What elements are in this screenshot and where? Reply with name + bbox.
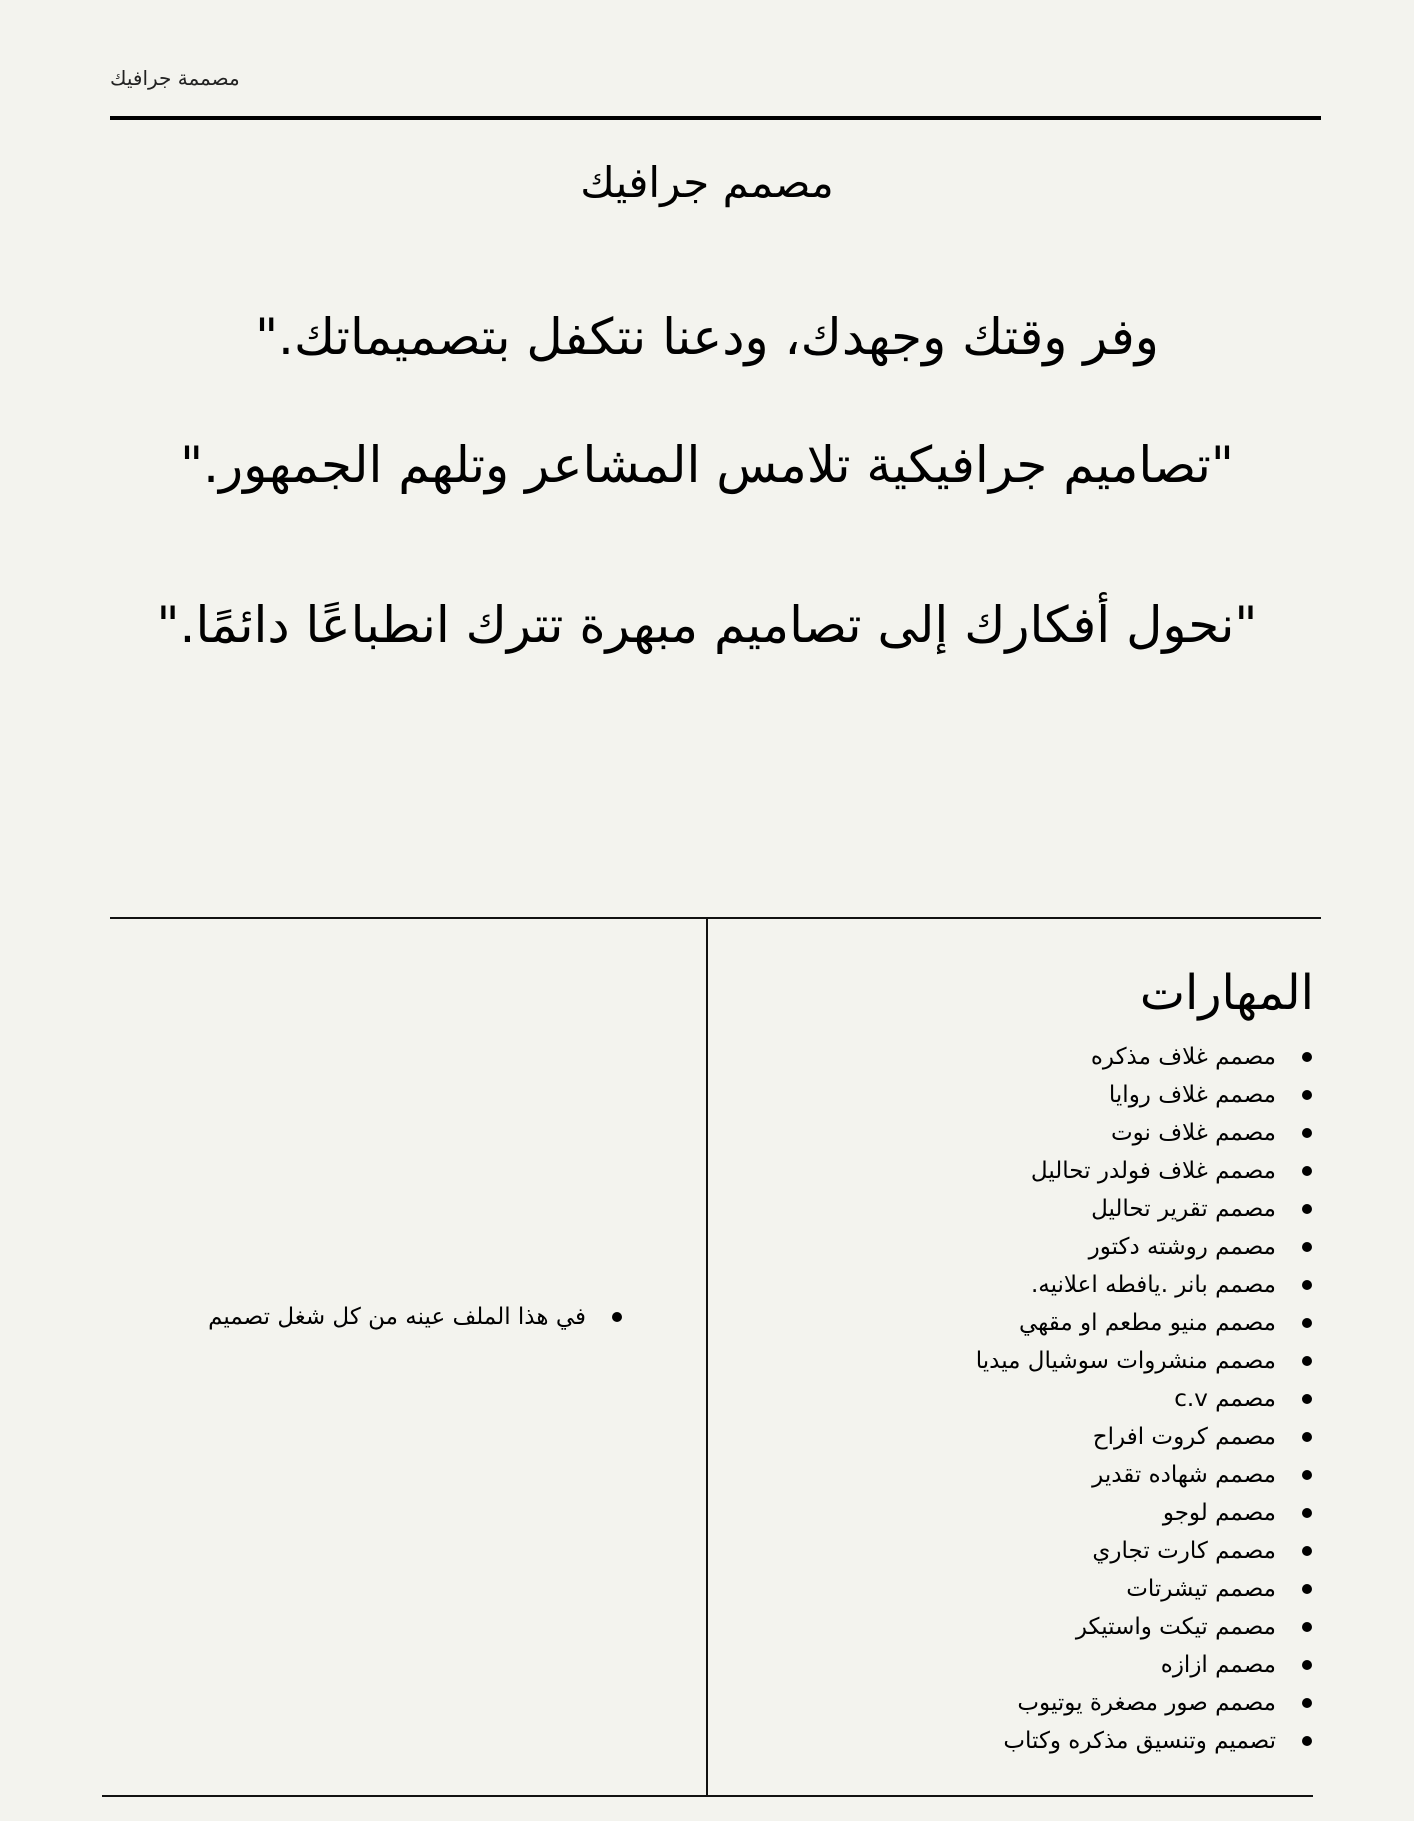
- bullet-icon: [1302, 1622, 1312, 1632]
- skill-text: مصمم شهاده تقدير: [1092, 1462, 1276, 1488]
- bullet-icon: [1302, 1698, 1312, 1708]
- list-item: [208, 1298, 624, 1336]
- bullet-icon: [1302, 1432, 1312, 1442]
- bullet-icon: [1302, 1090, 1312, 1100]
- skill-text: مصمم منيو مطعم او مقهي: [1018, 1310, 1276, 1336]
- sample-list: [208, 1298, 624, 1336]
- list-item: [976, 1570, 1314, 1608]
- bullet-icon: [1302, 1508, 1312, 1518]
- list-item: [976, 1418, 1314, 1456]
- skill-text: مصمم تقرير تحاليل: [1091, 1196, 1276, 1222]
- top-divider: [110, 116, 1321, 120]
- list-item: [976, 1342, 1314, 1380]
- bullet-icon: [1302, 1166, 1312, 1176]
- skill-text: مصمم تيكت واستيكر: [1075, 1614, 1276, 1640]
- list-item: [976, 1532, 1314, 1570]
- tagline-1: وفر وقتك وجهدك، ودعنا نتكفل بتصميماتك.": [255, 308, 1159, 366]
- skill-text: مصمم c.v: [1174, 1386, 1276, 1412]
- bullet-icon: [1302, 1052, 1312, 1062]
- skills-heading: المهارات: [1139, 965, 1314, 1021]
- section-divider-top: [110, 917, 1321, 919]
- skill-text: مصمم روشته دكتور: [1088, 1234, 1276, 1260]
- skill-text: مصمم كروت افراح: [1092, 1424, 1276, 1450]
- list-item: [976, 1380, 1314, 1418]
- bullet-icon: [1302, 1546, 1312, 1556]
- column-divider: [706, 918, 708, 1796]
- list-item: [976, 1076, 1314, 1114]
- list-item: [976, 1266, 1314, 1304]
- skill-text: مصمم تيشرتات: [1126, 1576, 1276, 1602]
- tagline-2: "تصاميم جرافيكية تلامس المشاعر وتلهم الجمهور.": [180, 436, 1234, 494]
- sample-item-text: في هذا الملف عينه من كل شغل تصميم: [208, 1304, 586, 1330]
- skill-text: مصمم منشروات سوشيال ميديا: [975, 1348, 1276, 1374]
- list-item: [976, 1608, 1314, 1646]
- header-label: مصممة جرافيك: [110, 66, 240, 90]
- skill-text: مصمم غلاف فولدر تحاليل: [1030, 1158, 1276, 1184]
- skill-text: مصمم صور مصغرة يوتيوب: [1017, 1690, 1276, 1716]
- skill-text: مصمم لوجو: [1162, 1500, 1276, 1526]
- list-item: [976, 1228, 1314, 1266]
- list-item: [976, 1456, 1314, 1494]
- bullet-icon: [1302, 1470, 1312, 1480]
- skill-text: مصمم غلاف نوت: [1110, 1120, 1276, 1146]
- section-divider-bottom: [102, 1795, 1313, 1797]
- bullet-icon: [1302, 1204, 1312, 1214]
- list-item: [976, 1190, 1314, 1228]
- list-item: [976, 1684, 1314, 1722]
- bullet-icon: [1302, 1280, 1312, 1290]
- skill-text: مصمم غلاف مذكره: [1090, 1044, 1276, 1070]
- skill-text: مصمم كارت تجاري: [1092, 1538, 1276, 1564]
- skill-text: مصمم غلاف روايا: [1108, 1082, 1276, 1108]
- list-item: [976, 1722, 1314, 1760]
- bullet-icon: [1302, 1128, 1312, 1138]
- skill-text: تصميم وتنسيق مذكره وكتاب: [1003, 1728, 1276, 1754]
- bullet-icon: [1302, 1736, 1312, 1746]
- list-item: [976, 1038, 1314, 1076]
- bullet-icon: [1302, 1356, 1312, 1366]
- skills-list: [976, 1038, 1314, 1760]
- tagline-3: "نحول أفكارك إلى تصاميم مبهرة تترك انطباعًا دائمًا.": [156, 596, 1258, 654]
- page-title: مصمم جرافيك: [580, 158, 834, 207]
- list-item: [976, 1494, 1314, 1532]
- bullet-icon: [1302, 1242, 1312, 1252]
- bullet-icon: [1302, 1318, 1312, 1328]
- bullet-icon: [1302, 1584, 1312, 1594]
- bullet-icon: [1302, 1394, 1312, 1404]
- skill-text: مصمم بانر .يافطه اعلانيه.: [1030, 1272, 1276, 1298]
- list-item: [976, 1304, 1314, 1342]
- skill-text: مصمم ازازه: [1160, 1652, 1276, 1678]
- bullet-icon: [612, 1312, 622, 1322]
- list-item: [976, 1646, 1314, 1684]
- bullet-icon: [1302, 1660, 1312, 1670]
- list-item: [976, 1114, 1314, 1152]
- list-item: [976, 1152, 1314, 1190]
